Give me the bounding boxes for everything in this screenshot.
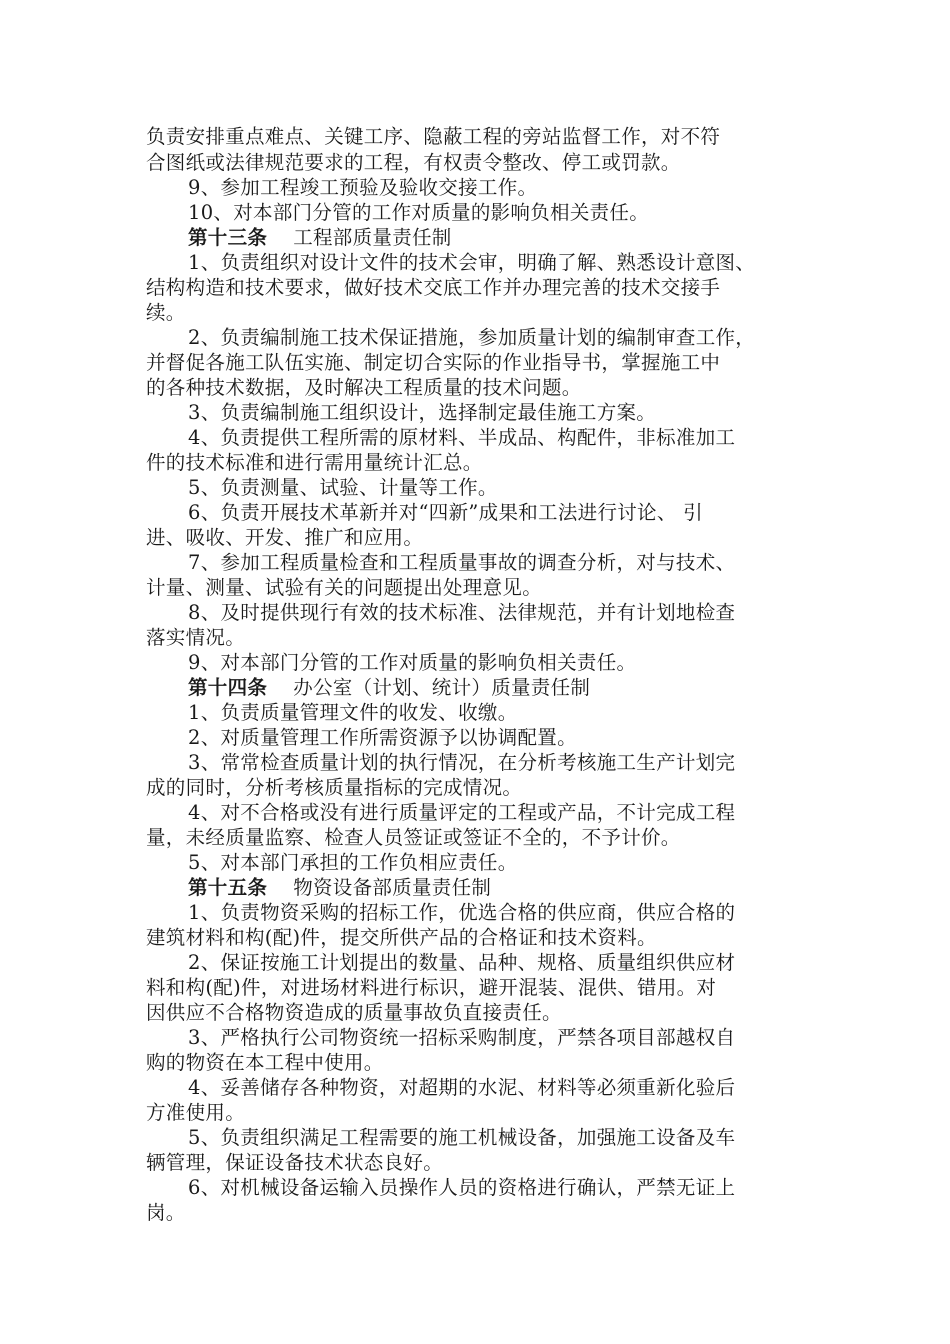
text-line: 成的同时，分析考核质量指标的完成情况。 — [146, 776, 523, 799]
text-line: 量，未经质量监察、检查人员签证或签证不全的，不予计价。 — [146, 826, 681, 849]
text-line: 7、参加工程质量检查和工程质量事故的调查分析，对与技术、 — [188, 551, 736, 574]
text-line: 6、对机械设备运输入员操作人员的资格进行确认，严禁无证上 — [188, 1176, 736, 1199]
text-line: 结构构造和技术要求，做好技术交底工作并办理完善的技术交接手 — [146, 276, 721, 299]
text-line: 1、负责质量管理文件的收发、收缴。 — [188, 701, 518, 724]
text-line: 进、吸收、开发、推广和应用。 — [146, 526, 424, 549]
text-line: 3、常常检查质量计划的执行情况，在分析考核施工生产计划完 — [188, 751, 736, 774]
text-line: 落实情况。 — [146, 626, 246, 649]
text-line: 2、保证按施工计划提出的数量、品种、规格、质量组织供应材 — [188, 951, 736, 974]
text-line: 9、对本部门分管的工作对质量的影响负相关责任。 — [188, 651, 637, 674]
text-line: 因供应不合格物资造成的质量事故负直接责任。 — [146, 1001, 562, 1024]
text-line: 并督促各施工队伍实施、制定切合实际的作业指导书，掌握施工中 — [146, 351, 721, 374]
text-line: 3、负责编制施工组织设计，选择制定最佳施工方案。 — [188, 401, 657, 424]
article-number: 第十四条 — [188, 676, 268, 699]
text-line: 合图纸或法律规范要求的工程，有权责令整改、停工或罚款。 — [146, 151, 681, 174]
article-heading-15 — [188, 875, 858, 901]
text-line: 3、严格执行公司物资统一招标采购制度，严禁各项目部越权自 — [188, 1026, 736, 1049]
text-line: 2、负责编制施工技术保证措施，参加质量计划的编制审查工作， — [188, 326, 756, 349]
text-line: 2、对质量管理工作所需资源予以协调配置。 — [188, 726, 577, 749]
article-number: 第十五条 — [188, 876, 268, 899]
text-line: 1、负责物资采购的招标工作，优选合格的供应商，供应合格的 — [188, 901, 736, 924]
text-line: 件的技术标准和进行需用量统计汇总。 — [146, 451, 483, 474]
article-heading-13 — [188, 225, 858, 251]
text-line: 5、对本部门承担的工作负相应责任。 — [188, 851, 518, 874]
article-title: 物资设备部质量责任制 — [293, 876, 492, 899]
text-line: 的各种技术数据，及时解决工程质量的技术问题。 — [146, 376, 582, 399]
text-line: 6、负责开展技术革新并对“四新”成果和工法进行讨论、 引 — [188, 501, 703, 524]
text-line: 10、对本部门分管的工作对质量的影响负相关责任。 — [188, 201, 650, 224]
text-line: 续。 — [146, 301, 186, 324]
text-line: 料和构(配)件，对进场材料进行标识，避开混装、混供、错用。对 — [146, 976, 717, 999]
text-line: 1、负责组织对设计文件的技术会审，明确了解、熟悉设计意图、 — [188, 251, 756, 274]
text-line: 8、及时提供现行有效的技术标准、法律规范，并有计划地检查 — [188, 601, 736, 624]
article-title: 办公室（计划、统计）质量责任制 — [293, 676, 591, 699]
text-line: 购的物资在本工程中使用。 — [146, 1051, 384, 1074]
text-line: 负责安排重点难点、关键工序、隐蔽工程的旁站监督工作，对不符 — [146, 125, 721, 148]
article-number: 第十三条 — [188, 226, 268, 249]
text-line: 方准使用。 — [146, 1101, 246, 1124]
text-line: 5、负责测量、试验、计量等工作。 — [188, 476, 498, 499]
text-line: 计量、测量、试验有关的问题提出处理意见。 — [146, 576, 543, 599]
article-title: 工程部质量责任制 — [293, 226, 452, 249]
article-heading-14 — [188, 675, 858, 701]
text-line: 4、负责提供工程所需的原材料、半成品、构配件，非标准加工 — [188, 426, 736, 449]
text-line: 5、负责组织满足工程需要的施工机械设备，加强施工设备及车 — [188, 1126, 736, 1149]
text-line: 9、参加工程竣工预验及验收交接工作。 — [188, 176, 538, 199]
text-line: 4、对不合格或没有进行质量评定的工程或产品，不计完成工程 — [188, 801, 736, 824]
text-line: 辆管理，保证设备技术状态良好。 — [146, 1151, 444, 1174]
text-line: 4、妥善储存各种物资，对超期的水泥、材料等必须重新化验后 — [188, 1076, 736, 1099]
text-line: 建筑材料和构(配)件，提交所供产品的合格证和技术资料。 — [146, 926, 657, 949]
text-line: 岗。 — [146, 1201, 186, 1224]
